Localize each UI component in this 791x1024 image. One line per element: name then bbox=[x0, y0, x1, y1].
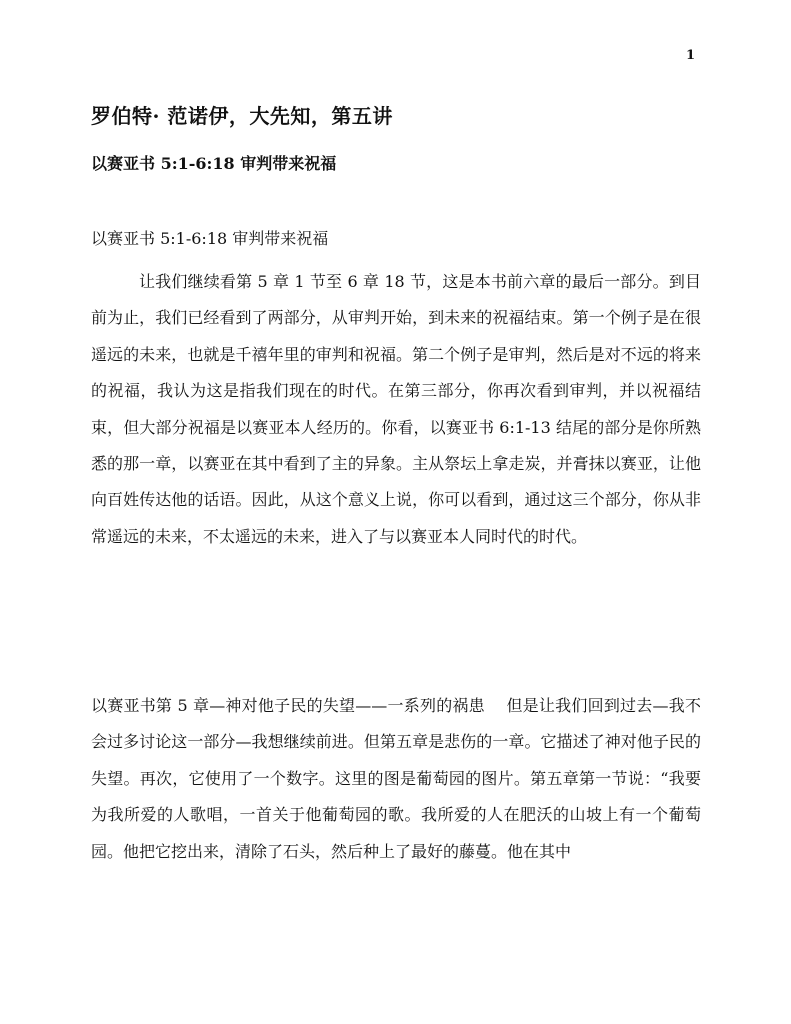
document-subtitle: 以赛亚书 5:1-6:18 审判带来祝福 bbox=[91, 154, 337, 173]
page-number: 1 bbox=[685, 48, 695, 63]
body-paragraph-1: 让我们继续看第 5 章 1 节至 6 章 18 节，这是本书前六章的最后一部分。到目前为止，我们已经看到了两部分，从审判开始，到未来的祝福结束。第一个例子是在很遥远的未来，也就是千禧年里的审判和祝福。第二个例子是审判，然后是对不远的将来的祝福，我认为这是指我们现在的时代。在第三部分，你再次看到审判，并以祝福结束，但大部分祝福是以赛亚本人经历的。你看，以赛亚书 6:1-13 结尾的部分是你所熟悉的那一章，以赛亚在其中看到了主的异象。主从祭坛上拿走炭，并膏抹以赛亚，让他向百姓传达他的话语。因此，从这个意义上说，你可以看到，通过这三个部分，你从非常遥远的未来，不太遥远的未来，进入了与以赛亚本人同时代的时代。 bbox=[91, 272, 701, 546]
section-heading: 以赛亚书 5:1-6:18 审判带来祝福 bbox=[91, 229, 329, 248]
body-paragraph-2: 以赛亚书第 5 章—神对他子民的失望——一系列的祸患 但是让我们回到过去—我不会过多讨论这一部分—我想继续前进。但第五章是悲伤的一章。它描述了神对他子民的失望。再次，它使用了一个数字。这里的图是葡萄园的图片。第五章第一节说：“我要为我所爱的人歌唱，一首关于他葡萄园的歌。我所爱的人在肥沃的山坡上有一个葡萄园。他把它挖出来，清除了石头，然后种上了最好的藤蔓。他在其中 bbox=[91, 696, 701, 861]
document-title: 罗伯特· 范诺伊，大先知，第五讲 bbox=[91, 104, 393, 128]
